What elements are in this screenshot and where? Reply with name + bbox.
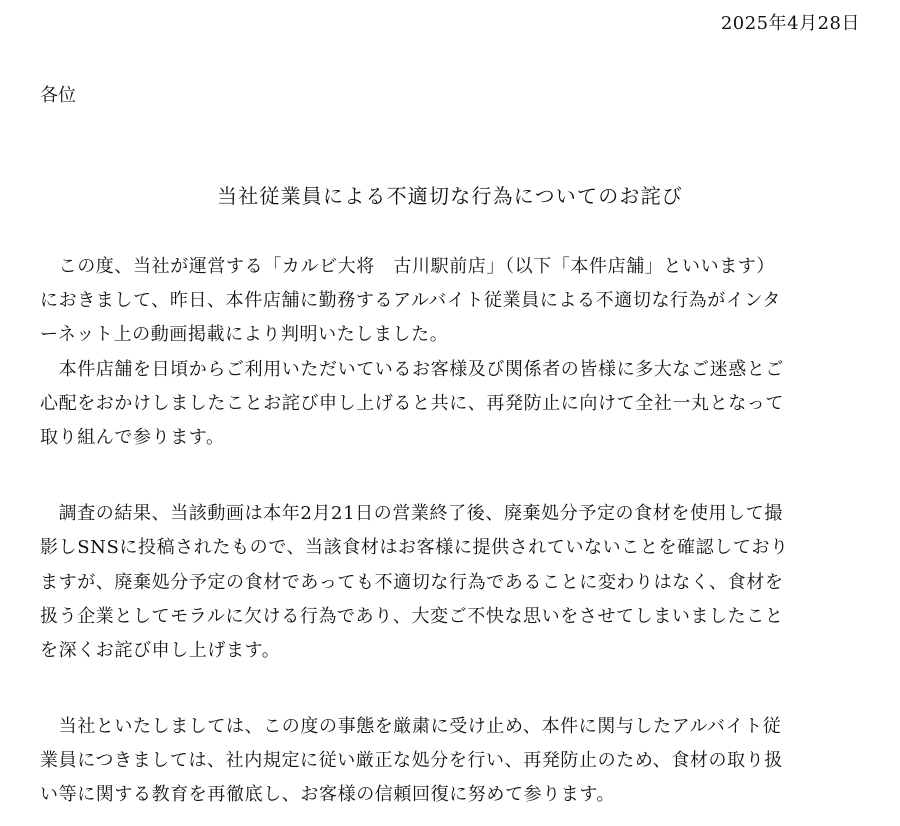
document-date: 2025年4月28日 [720, 13, 860, 34]
paragraph-measures [40, 710, 860, 813]
paragraph-line: 業員につきましては、社内規定に従い厳正な処分を行い、再発防止のため、食材の取り扱 [40, 750, 783, 772]
paragraph-line: 影しSNSに投稿されたもので、当該食材はお客様に提供されていないことを確認しており [40, 537, 789, 559]
paragraph-line: ますが、廃棄処分予定の食材であっても不適切な行為であることに変わりはなく、食材を [40, 571, 784, 593]
paragraph-line: 調査の結果、当該動画は本年2月21日の営業終了後、廃棄処分予定の食材を使用して撮 [40, 503, 783, 525]
paragraph-line: ーネット上の動画掲載により判明いたしました。 [40, 324, 449, 346]
paragraph-line: 扱う企業としてモラルに欠ける行為であり、大変ご不快な思いをさせてしまいましたこと [40, 605, 784, 627]
paragraph-line: 取り組んで参ります。 [40, 426, 225, 448]
paragraph-line: 当社といたしましては、この度の事態を厳粛に受け止め、本件に関与したアルバイト従 [40, 716, 782, 738]
paragraph-line: におきまして、昨日、本件店舗に勤務するアルバイト従業員による不適切な行為がインタ [40, 290, 781, 312]
addressee: 各位 [40, 85, 76, 106]
document-body [40, 250, 860, 813]
paragraph-line: を深くお詫び申し上げます。 [40, 639, 281, 661]
document-title: 当社従業員による不適切な行為についてのお詫び [217, 184, 683, 208]
paragraph-line: い等に関する教育を再徹底し、お客様の信頼回復に努めて参ります。 [40, 784, 616, 806]
paragraph-line: 本件店舗を日頃からご利用いただいているお客様及び関係者の皆様に多大なご迷惑とご [40, 358, 784, 380]
paragraph-apology-notice [40, 250, 860, 455]
paragraph-gap [40, 668, 860, 710]
paragraph-investigation [40, 497, 860, 668]
paragraph-gap [40, 455, 860, 497]
paragraph-line: この度、当社が運営する「カルビ大将 古川駅前店」（以下「本件店舗」といいます） [40, 256, 775, 277]
paragraph-line: 心配をおかけしましたことお詫び申し上げると共に、再発防止に向けて全社一丸となって [40, 392, 784, 414]
